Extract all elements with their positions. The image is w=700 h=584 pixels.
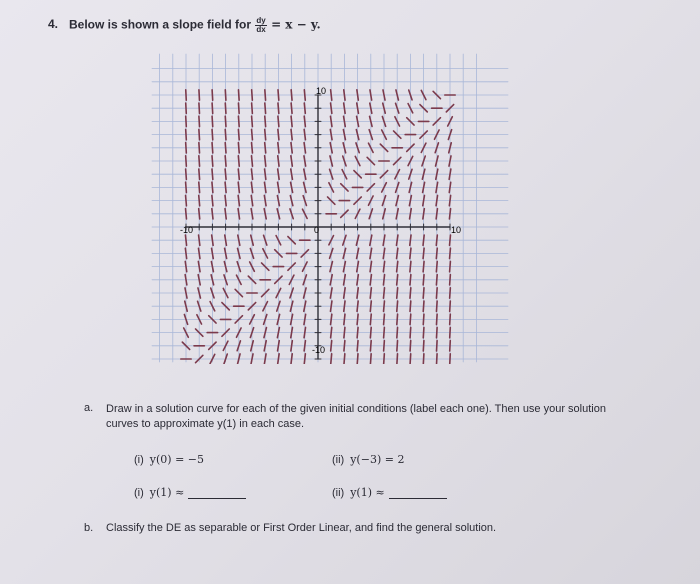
slope-segment <box>384 327 385 337</box>
slope-segment <box>291 341 292 351</box>
slope-segment <box>450 248 451 258</box>
slope-segment <box>383 235 385 245</box>
fraction-denominator: dx <box>256 25 266 34</box>
slope-segment <box>278 182 280 192</box>
tick-label-left: -10 <box>180 225 194 235</box>
slope-segment <box>450 327 451 337</box>
slope-segment <box>357 116 359 126</box>
slope-segment <box>397 341 398 351</box>
slope-segment <box>436 248 437 258</box>
condition-2-label: (ii) <box>332 454 345 466</box>
slope-segment <box>331 314 332 324</box>
slope-segment <box>423 261 424 271</box>
slope-segment <box>397 248 398 258</box>
slope-segment <box>370 235 372 245</box>
slope-segment <box>449 182 450 192</box>
slope-segment <box>410 275 411 285</box>
slope-segment <box>238 90 239 100</box>
initial-condition-2 <box>332 453 404 466</box>
slope-segment <box>397 288 398 298</box>
slope-segment <box>449 195 450 205</box>
slope-segment <box>410 327 411 337</box>
slope-segment <box>265 169 266 179</box>
slope-segment <box>383 288 384 298</box>
slope-segment <box>291 354 292 364</box>
slope-segment <box>199 143 200 153</box>
approximation-2 <box>332 486 447 499</box>
slope-segment <box>370 314 371 324</box>
slope-segment <box>410 209 412 219</box>
slope-segment <box>185 248 186 258</box>
slope-segment <box>291 129 292 139</box>
slope-segment <box>265 156 266 166</box>
slope-segment <box>225 195 226 205</box>
slope-segment <box>436 182 438 192</box>
slope-segment <box>198 275 200 285</box>
slope-segment <box>450 261 451 271</box>
question-prefix: Below is shown a slope field for <box>69 17 252 32</box>
slope-segment <box>423 301 424 311</box>
slope-segment <box>409 196 411 206</box>
slope-segment <box>252 103 253 113</box>
slope-segment <box>186 195 187 205</box>
slope-segment <box>238 169 239 179</box>
slope-segment <box>331 90 332 100</box>
slope-segment <box>330 288 332 298</box>
slope-segment <box>238 103 239 113</box>
slope-segment <box>410 341 411 351</box>
slope-segment <box>410 248 411 258</box>
slope-segment <box>357 327 358 337</box>
tick-label-top: 10 <box>316 86 327 96</box>
slope-segment <box>238 116 239 126</box>
slope-segment <box>384 341 385 351</box>
slope-segment <box>225 169 226 179</box>
slope-segment <box>265 143 266 153</box>
slope-segment <box>344 341 345 351</box>
slope-segment <box>278 129 279 139</box>
slope-segment <box>330 116 331 126</box>
derivative-fraction <box>255 17 266 34</box>
slope-segment <box>198 248 199 258</box>
slope-segment <box>185 275 187 285</box>
answer-blank-2[interactable] <box>389 498 447 499</box>
slope-segment <box>199 169 200 179</box>
slope-segment <box>450 341 451 351</box>
condition-1-value: y(0) = −5 <box>149 453 205 466</box>
slope-segment <box>291 314 293 324</box>
slope-segment <box>291 116 292 126</box>
slope-segment <box>186 90 187 100</box>
tick-label-right: 10 <box>451 225 462 235</box>
slope-segment <box>212 169 213 179</box>
slope-segment <box>423 341 424 351</box>
slope-segment <box>357 301 358 311</box>
slope-segment <box>449 169 451 179</box>
slope-segment <box>186 209 187 219</box>
slope-segment <box>410 235 411 245</box>
approx-2-value: y(1) ≈ <box>350 486 385 499</box>
slope-segment <box>383 261 384 271</box>
slope-segment <box>304 314 306 324</box>
slope-segment <box>370 103 372 113</box>
slope-segment <box>357 341 358 351</box>
slope-segment <box>423 195 425 205</box>
slope-segment <box>264 195 266 205</box>
slope-segment <box>212 235 213 245</box>
slope-segment <box>304 354 305 364</box>
slope-segment <box>278 156 279 166</box>
slope-segment <box>396 235 397 245</box>
slope-segment <box>397 314 398 324</box>
question-prompt <box>69 17 321 34</box>
slope-segment <box>278 341 280 351</box>
slope-segment <box>185 288 187 298</box>
slope-segment <box>238 182 239 192</box>
slope-segment <box>330 143 332 153</box>
slope-segment <box>343 262 345 272</box>
slope-segment <box>304 129 305 139</box>
slope-segment <box>423 314 424 324</box>
slope-segment <box>199 235 200 245</box>
slope-segment <box>278 143 279 153</box>
slope-segment <box>304 341 305 351</box>
slope-segment <box>238 235 240 245</box>
slope-segment <box>277 328 279 338</box>
slope-segment <box>384 354 385 364</box>
slope-segment <box>291 182 293 192</box>
slope-segment <box>423 354 424 364</box>
slope-segment <box>383 248 384 258</box>
slope-segment <box>225 209 226 219</box>
slope-segment <box>330 129 332 139</box>
slope-segment <box>212 90 213 100</box>
fraction-numerator: dy <box>256 16 266 25</box>
slope-segment <box>251 354 253 364</box>
slope-segment <box>212 156 213 166</box>
slope-segment <box>291 90 292 100</box>
slope-segment <box>185 235 186 245</box>
slope-segment <box>410 288 411 298</box>
slope-segment <box>384 301 385 311</box>
slope-segment <box>185 261 186 271</box>
slope-segment <box>251 156 252 166</box>
slope-segment <box>291 327 293 337</box>
slope-segment <box>357 288 358 298</box>
slope-segment <box>277 196 279 206</box>
slope-segment <box>357 275 358 285</box>
slope-segment <box>370 261 371 271</box>
slope-segment <box>212 143 213 153</box>
slope-segment <box>251 209 253 219</box>
slope-segment <box>199 116 200 126</box>
slope-segment <box>423 235 424 245</box>
slope-segment <box>331 327 332 337</box>
slope-segment <box>186 116 187 126</box>
slope-segment <box>199 90 200 100</box>
slope-segment <box>370 248 372 258</box>
slope-segment <box>396 209 398 219</box>
slope-segment <box>264 341 266 351</box>
slope-segment <box>344 327 345 337</box>
slope-segment <box>344 275 346 285</box>
slope-segment <box>344 301 345 311</box>
slope-segment <box>397 261 398 271</box>
slope-segment <box>437 341 438 351</box>
slope-segment <box>291 143 292 153</box>
slope-segment <box>186 129 187 139</box>
slope-segment <box>212 116 213 126</box>
slope-segment <box>225 116 226 126</box>
question-number: 4. <box>48 17 59 31</box>
slope-segment <box>450 354 451 364</box>
slope-segment <box>264 182 265 192</box>
slope-segment <box>212 103 213 113</box>
slope-segment <box>397 275 398 285</box>
slope-segment <box>410 261 411 271</box>
slope-segment <box>331 103 332 113</box>
slope-segment <box>423 248 424 258</box>
slope-segment <box>225 129 226 139</box>
slope-segment <box>199 195 200 205</box>
slope-segment <box>436 261 437 271</box>
slope-segment <box>436 314 437 324</box>
slope-segment <box>436 195 437 205</box>
slope-segment <box>436 235 437 245</box>
slope-segment <box>238 209 239 219</box>
slope-segment <box>410 314 411 324</box>
slope-segment <box>238 195 239 205</box>
slope-segment <box>397 327 398 337</box>
slope-segment <box>410 354 411 364</box>
slope-segment <box>304 156 306 166</box>
slope-segment <box>370 301 371 311</box>
slope-segment <box>264 354 266 364</box>
slope-segment <box>265 103 266 113</box>
slope-segment <box>450 288 451 298</box>
slope-segment <box>330 275 332 285</box>
slope-segment <box>186 156 187 166</box>
slope-segment <box>212 129 213 139</box>
slope-field-grid <box>152 54 508 364</box>
slope-segment <box>265 129 266 139</box>
slope-segment <box>449 156 451 166</box>
slope-segment <box>357 261 359 271</box>
slope-segment <box>304 90 305 100</box>
slope-segment <box>265 116 266 126</box>
slope-segment <box>304 327 305 337</box>
slope-segment <box>291 169 293 179</box>
slope-segment <box>304 143 305 153</box>
slope-segment <box>186 182 187 192</box>
slope-segment <box>370 327 371 337</box>
slope-segment <box>252 116 253 126</box>
slope-segment <box>199 182 200 192</box>
slope-segment <box>357 248 359 258</box>
slope-segment <box>344 354 345 364</box>
slope-segment <box>410 301 411 311</box>
part-b-label: b. <box>84 522 94 534</box>
slope-segment <box>252 129 253 139</box>
slope-segment <box>252 143 253 153</box>
slope-segment <box>370 288 371 298</box>
slope-segment <box>436 275 437 285</box>
slope-segment <box>278 116 279 126</box>
slope-segment <box>370 275 371 285</box>
slope-segment <box>331 341 332 351</box>
slope-segment <box>450 275 451 285</box>
slope-segment <box>238 156 239 166</box>
slope-segment <box>264 209 266 219</box>
slope-segment <box>331 354 332 364</box>
part-a-label: a. <box>84 402 94 414</box>
condition-1-label: (i) <box>134 454 144 466</box>
slope-segment <box>344 90 345 100</box>
equation-rhs: = x − y. <box>271 17 321 32</box>
slope-segment <box>344 103 345 113</box>
slope-segment <box>251 169 252 179</box>
slope-segment <box>211 262 213 272</box>
slope-segment <box>384 314 385 324</box>
slope-segment <box>330 301 331 311</box>
slope-segment <box>357 90 358 100</box>
slope-segment <box>423 182 425 192</box>
slope-segment <box>423 288 424 298</box>
part-a-instructions: Draw in a solution curve for each of the given initial conditions (label each one). Then use your solution curves to approximate y(1) in each case. <box>106 403 606 430</box>
slope-segment <box>450 314 451 324</box>
slope-segment <box>304 103 305 113</box>
slope-segment <box>225 182 226 192</box>
slope-segment <box>370 354 371 364</box>
slope-segment <box>251 195 252 205</box>
slope-segment <box>397 301 398 311</box>
condition-2-value: y(−3) = 2 <box>350 453 405 466</box>
slope-segment <box>225 235 227 245</box>
slope-segment <box>436 169 438 179</box>
slope-segment <box>304 169 306 179</box>
slope-segment <box>212 182 213 192</box>
slope-segment <box>199 156 200 166</box>
slope-segment <box>357 354 358 364</box>
approx-1-value: y(1) ≈ <box>149 486 185 499</box>
slope-segment <box>436 327 437 337</box>
slope-segment <box>370 90 372 100</box>
tick-label-bottom: -10 <box>312 345 326 355</box>
slope-segment <box>186 143 187 153</box>
approx-1-label: (i) <box>134 487 144 499</box>
slope-segment <box>423 275 424 285</box>
slope-segment <box>225 156 226 166</box>
slope-segment <box>225 103 226 113</box>
slope-segment <box>212 195 213 205</box>
slope-segment <box>199 209 200 219</box>
slope-segment <box>344 116 346 126</box>
slope-segment <box>278 103 279 113</box>
slope-segment <box>357 314 358 324</box>
slope-segment <box>436 301 437 311</box>
slope-segment <box>436 288 437 298</box>
slope-segment <box>357 103 359 113</box>
slope-segment <box>199 129 200 139</box>
part-b-instructions: Classify the DE as separable or First Order Linear, and find the general solution. <box>106 522 497 534</box>
slope-segment <box>212 209 213 219</box>
tick-label-origin: 0 <box>314 225 320 235</box>
slope-segment <box>238 129 239 139</box>
slope-segment <box>225 143 226 153</box>
approximation-1 <box>134 486 246 499</box>
slope-segment <box>423 209 424 219</box>
slope-segment <box>343 130 345 140</box>
slope-segment <box>304 116 305 126</box>
slope-segment <box>198 261 200 271</box>
slope-segment <box>199 103 200 113</box>
slope-segment <box>450 301 451 311</box>
slope-segment <box>186 169 187 179</box>
slope-segment <box>436 209 437 219</box>
slope-field <box>150 52 510 364</box>
approx-2-label: (ii) <box>332 487 345 499</box>
slope-segment <box>225 90 226 100</box>
slope-segment <box>251 182 252 192</box>
slope-segment <box>291 156 292 166</box>
slope-segment <box>450 235 451 245</box>
slope-segment <box>344 288 345 298</box>
slope-segment <box>291 103 292 113</box>
slope-segment <box>423 327 424 337</box>
slope-segment <box>437 354 438 364</box>
slope-segment <box>278 169 279 179</box>
slope-segment <box>265 90 266 100</box>
slope-segment <box>278 90 279 100</box>
slope-segment <box>186 103 187 113</box>
slope-segment <box>304 301 306 311</box>
slope-segment <box>344 314 345 324</box>
initial-condition-1 <box>134 453 204 466</box>
slope-segment <box>397 354 398 364</box>
slope-segment <box>212 248 214 258</box>
slope-segment <box>252 90 253 100</box>
slope-segment <box>278 354 279 364</box>
answer-blank-1[interactable] <box>188 498 246 499</box>
slope-segment <box>383 275 384 285</box>
slope-segment <box>449 209 450 219</box>
slope-segment <box>383 90 385 100</box>
slope-segment <box>370 341 371 351</box>
slope-segment <box>225 248 227 258</box>
slope-segment <box>238 143 239 153</box>
